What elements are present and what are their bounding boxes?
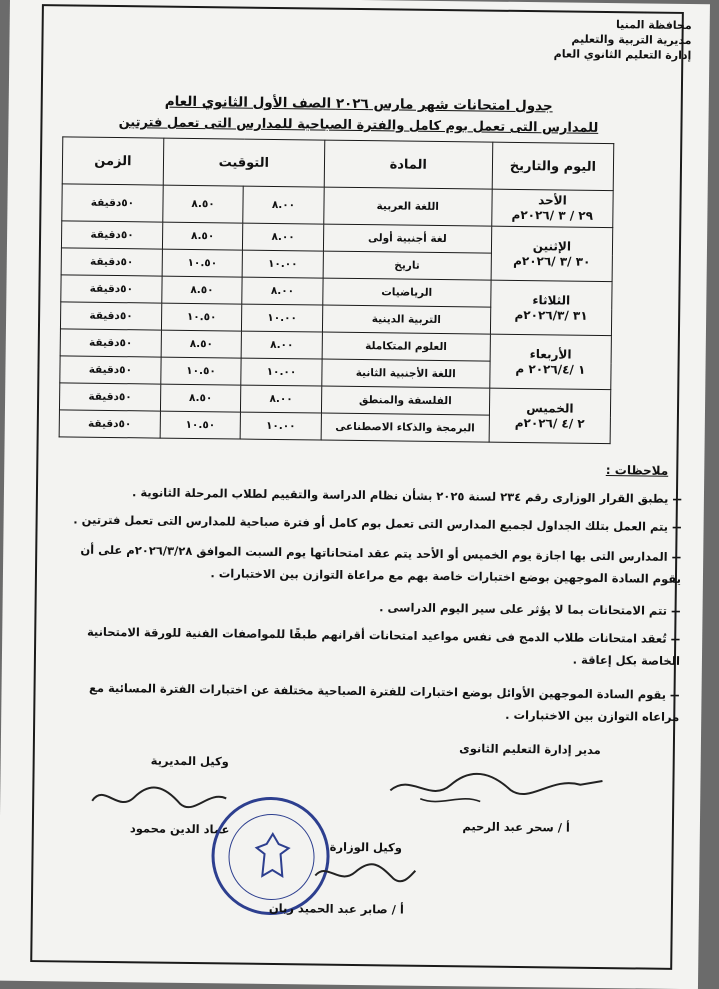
start-time-cell: ٨.٠٠ xyxy=(242,277,323,305)
end-time-cell: ٨.٥٠ xyxy=(162,222,243,250)
end-time-cell: ١٠.٥٠ xyxy=(160,411,241,439)
start-time-cell: ١٠.٠٠ xyxy=(241,358,322,386)
header-line-administration: إدارة التعليم الثانوي العام xyxy=(553,47,692,63)
note-item: -- تتم الامتحانات بما لا يؤثر على سير اليوم الدراسى . xyxy=(379,600,681,618)
deputy-directorate-title: وكيل المديرية xyxy=(150,753,229,769)
deputy-signature xyxy=(84,779,234,821)
note-item: -- يتم العمل بتلك الجداول لجميع المدارس التى تعمل بوم كامل أو فترة صباحية للمدارس التى تعمل فترتين . xyxy=(73,512,682,534)
header-subject: المادة xyxy=(324,140,493,189)
day-name: الأحد xyxy=(538,193,567,208)
day-name: الإثنين xyxy=(532,238,572,254)
end-time-cell: ١٠.٥٠ xyxy=(161,303,242,331)
subject-cell: اللغة العربية xyxy=(324,187,492,226)
subject-cell: لغة أجنبية أولى xyxy=(323,224,491,253)
table-header-row xyxy=(62,137,614,191)
day-date: ٢ /٤ /٢٠٢٦م xyxy=(514,415,585,431)
secondary-ed-director-title: مدير إدارة التعليم الثانوى xyxy=(459,741,601,757)
end-time-cell: ٨.٥٠ xyxy=(160,384,241,412)
header-line-governorate: محافظة المنيا xyxy=(615,18,692,33)
start-time-cell: ١٠.٠٠ xyxy=(242,250,323,278)
header-time: التوقيت xyxy=(163,138,324,187)
start-time-cell: ١٠.٠٠ xyxy=(242,304,323,332)
subject-cell: العلوم المتكاملة xyxy=(322,332,490,361)
undersecretary-name: أ / صابر عبد الحميد ريان xyxy=(268,900,404,917)
start-time-cell: ٨.٠٠ xyxy=(241,331,322,359)
document-subtitle: للمدارس التى تعمل بوم كامل والفترة الصباحية للمدارس التى تعمل فترتين xyxy=(118,115,599,136)
director-name: أ / سحر عبد الرحيم xyxy=(462,819,570,835)
subject-cell: الرياضيات xyxy=(323,278,491,307)
day-name: الأربعاء xyxy=(529,346,572,362)
day-cell xyxy=(492,189,614,227)
note-item: -- تُعقد امتحانات طلاب الدمج فى نفس مواعيد امتحانات أقرانهم طبقًا للمواصفات الفنية للورقة الامتحانية الخاصة بكل إعاقة . xyxy=(86,624,681,668)
note-item: -- يطبق القرار الوزارى رقم ٢٣٤ لسنة ٢٠٢٥ بشأن نظام الدراسة والتقييم لطلاب المرحلة الثانوية . xyxy=(131,485,683,506)
day-name: الخميس xyxy=(526,400,574,416)
subject-cell: الفلسفة والمنطق xyxy=(321,386,489,415)
day-cell xyxy=(490,334,612,389)
header-line-directorate: مديرية التربية والتعليم xyxy=(571,32,692,48)
duration-cell: ٥٠دقيقة xyxy=(60,329,161,357)
duration-cell: ٥٠دقيقة xyxy=(61,221,162,249)
document-title: جدول امتحانات شهر مارس ٢٠٢٦ الصف الأول الثانوي العام xyxy=(164,93,553,115)
subject-cell: تاريخ xyxy=(323,251,491,280)
duration-cell: ٥٠دقيقة xyxy=(59,410,160,438)
end-time-cell: ١٠.٥٠ xyxy=(162,249,243,277)
director-signature xyxy=(380,762,611,815)
day-date: ٣٠ /٣ /٢٠٢٦م xyxy=(513,253,591,269)
day-date: ١ /٢٠٢٦/٤ م xyxy=(515,361,586,377)
start-time-cell: ٨.٠٠ xyxy=(243,186,324,224)
undersecretary-signature xyxy=(309,855,419,896)
day-cell xyxy=(490,280,612,335)
start-time-cell: ٨.٠٠ xyxy=(241,385,322,413)
exam-schedule-table xyxy=(59,136,615,444)
subject-cell: اللغة الأجنبية الثانية xyxy=(322,359,490,388)
note-item: -- يقوم السادة الموجهين الأوائل بوضع اختبارات للفترة الصباحية مختلفة عن اختبارات الفترة المسائية مع مراعاه التوازن بين الاختبارات . xyxy=(88,680,680,724)
end-time-cell: ١٠.٥٠ xyxy=(161,357,242,385)
duration-cell: ٥٠دقيقة xyxy=(60,302,161,330)
deputy-name: عماد الدين محمود xyxy=(129,821,230,837)
note-item: -- المدارس التى بها اجازة يوم الخميس أو الأحد يتم عقد امتحاناتها يوم السبت الموافق ٢٠٢٦/٣/٢٨م على أن يقوم السادة الموجهين بوضع اختبارات خاصة بهم مع مراعاة التوازن بين الاختبارات . xyxy=(80,542,682,586)
duration-cell: ٥٠دقيقة xyxy=(62,184,163,222)
day-date: ٣١ /٢٠٢٦/٣م xyxy=(514,307,588,323)
day-cell xyxy=(489,388,611,443)
duration-cell: ٥٠دقيقة xyxy=(59,383,160,411)
undersecretary-title: وكيل الوزارة xyxy=(329,839,402,855)
duration-cell: ٥٠دقيقة xyxy=(61,248,162,276)
header-duration: الزمن xyxy=(62,137,163,185)
day-name: الثلاثاء xyxy=(532,292,571,308)
issuer-header xyxy=(554,16,692,63)
end-time-cell: ٨.٥٠ xyxy=(162,276,243,304)
duration-cell: ٥٠دقيقة xyxy=(61,275,162,303)
subject-cell: التربية الدينية xyxy=(322,305,490,334)
day-cell xyxy=(491,226,613,281)
start-time-cell: ١٠.٠٠ xyxy=(240,412,321,440)
day-date: ٢٩ / ٣ /٢٠٢٦م xyxy=(511,207,594,223)
notes-heading: ملاحظات : xyxy=(605,463,669,478)
end-time-cell: ٨.٥٠ xyxy=(163,185,244,223)
duration-cell: ٥٠دقيقة xyxy=(60,356,161,384)
start-time-cell: ٨.٠٠ xyxy=(243,223,324,251)
end-time-cell: ٨.٥٠ xyxy=(161,330,242,358)
header-day-date: اليوم والتاريخ xyxy=(492,142,614,190)
eagle-emblem-icon xyxy=(252,830,293,882)
subject-cell: البرمجة والذكاء الاصطناعى xyxy=(321,413,489,442)
